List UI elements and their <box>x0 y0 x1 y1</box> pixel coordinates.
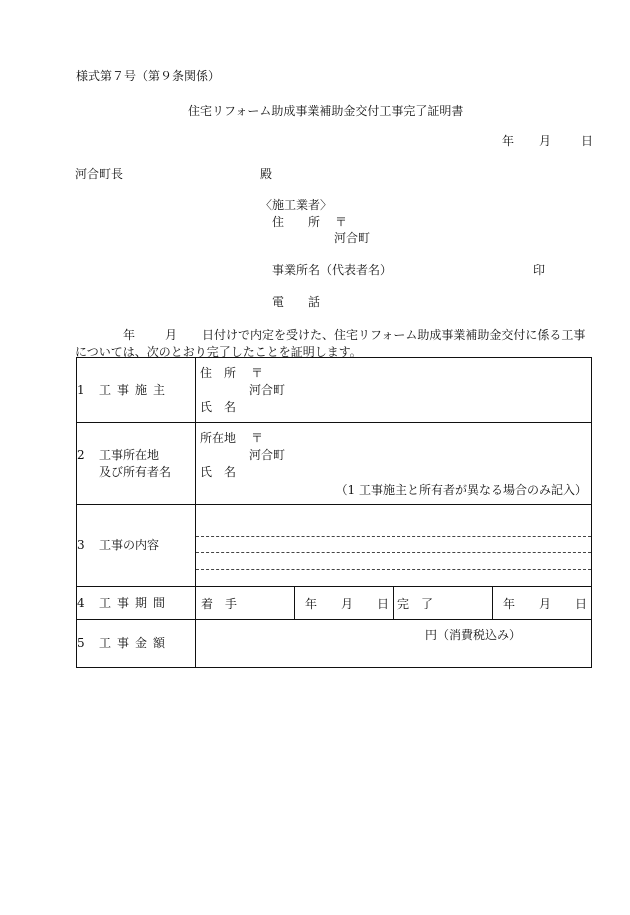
table-row-content <box>77 505 592 587</box>
location-name-label: 氏 名 <box>200 465 237 479</box>
recipient: 河合町長 <box>75 167 124 181</box>
table-row-location <box>77 423 592 505</box>
content-label: 工事の内容 <box>99 538 160 552</box>
amount-label-cell <box>77 620 196 668</box>
owner-address-label: 住 所 <box>200 366 237 380</box>
location-town: 河合町 <box>249 448 286 462</box>
owner-value-cell <box>196 358 592 423</box>
owner-postal-mark: 〒 <box>251 366 264 380</box>
owner-label-cell <box>77 358 196 423</box>
document-title: 住宅リフォーム助成事業補助金交付工事完了証明書 <box>188 104 464 118</box>
location-label-cell <box>77 423 196 505</box>
row-number: 4 <box>77 595 85 610</box>
location-postal-mark: 〒 <box>251 431 264 445</box>
start-label: 着 手 <box>201 596 238 611</box>
start-date-cell <box>295 587 394 620</box>
row-number: 5 <box>77 636 85 650</box>
location-note: （1 工事施主と所有者が異なる場合のみ記入） <box>335 483 587 497</box>
content-dashed-line <box>196 552 591 553</box>
day-unit: 日 <box>581 134 594 148</box>
phone-label-char-1: 電 <box>272 295 285 309</box>
end-year-unit: 年 <box>502 596 515 611</box>
end-date-cell <box>493 587 592 620</box>
content-dashed-line <box>196 536 591 537</box>
start-year-unit: 年 <box>304 596 317 611</box>
contractor-town: 河合町 <box>334 231 371 245</box>
end-month-unit: 月 <box>538 596 551 611</box>
table-row-owner <box>77 358 592 423</box>
start-day-unit: 日 <box>376 596 389 611</box>
seal-mark: 印 <box>533 263 546 277</box>
contractor-address-label <box>272 216 320 228</box>
end-label: 完 了 <box>397 596 434 611</box>
phone-label <box>272 296 320 308</box>
address-label-char-2: 所 <box>308 215 321 229</box>
end-day-unit: 日 <box>574 596 587 611</box>
owner-label: 工事施主 <box>99 382 172 397</box>
amount-suffix: 円（消費税込み） <box>425 628 522 642</box>
location-value-cell <box>196 423 592 505</box>
content-value-cell <box>196 505 592 587</box>
period-label-cell <box>77 587 196 620</box>
issue-date-field <box>502 135 593 147</box>
end-label-cell <box>394 587 493 620</box>
row-number: 3 <box>77 538 85 552</box>
location-label-line1: 工事所在地 <box>99 447 160 462</box>
owner-town: 河合町 <box>249 383 286 397</box>
period-label: 工事期間 <box>99 595 172 610</box>
statement-year: 年 <box>123 328 136 342</box>
location-address-label: 所在地 <box>200 431 237 445</box>
start-month-unit: 月 <box>340 596 353 611</box>
office-name-label: 事業所名（代表者名） <box>272 263 393 277</box>
form-number: 様式第７号（第９条関係） <box>76 69 221 83</box>
address-label-char-1: 住 <box>272 215 285 229</box>
start-label-cell <box>196 587 295 620</box>
table-row-amount <box>77 620 592 668</box>
table-row-period <box>77 587 592 620</box>
row-number: 2 <box>77 447 85 462</box>
contractor-postal-mark: 〒 <box>335 215 348 229</box>
amount-label: 工事金額 <box>99 636 172 650</box>
contractor-heading: 〈施工業者〉 <box>260 198 333 212</box>
statement-month: 月 <box>165 328 178 342</box>
month-unit: 月 <box>539 134 552 148</box>
statement-text: 日付けで内定を受けた、住宅リフォーム助成事業補助金交付に係る工事については、次のとおり完了したことを証明します。 <box>75 328 586 359</box>
completion-table <box>76 357 592 668</box>
content-label-cell <box>77 505 196 587</box>
amount-value-cell <box>196 620 592 668</box>
honorific: 殿 <box>260 167 273 181</box>
year-unit: 年 <box>502 134 515 148</box>
certification-statement <box>75 327 595 361</box>
owner-name-label: 氏 名 <box>200 400 237 414</box>
row-number: 1 <box>77 382 85 397</box>
phone-label-char-2: 話 <box>308 295 321 309</box>
location-label-line2: 及び所有者名 <box>99 464 172 479</box>
content-dashed-line <box>196 569 591 570</box>
